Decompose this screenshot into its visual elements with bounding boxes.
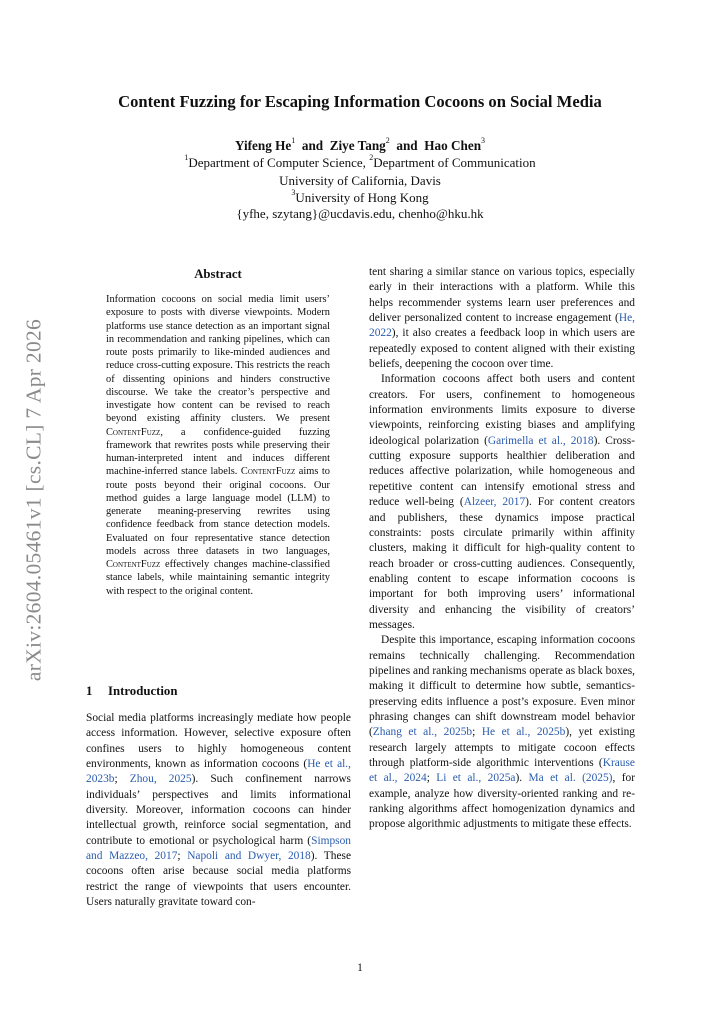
introduction-right-column bbox=[369, 265, 635, 833]
page-number: 1 bbox=[357, 962, 363, 974]
author-affiliation-mark: 2 bbox=[385, 136, 390, 145]
affiliation-line bbox=[0, 190, 720, 206]
citation-link[interactable]: He et al., 2025b bbox=[481, 726, 566, 739]
body-text: ). Cross-cutting exposure supports healthier deliberation and reduces affective polarization, while homogeneous and repetitive content can intensify emotional stress and reduce well-being ( bbox=[369, 434, 636, 509]
body-text: ). These cocoons often arise because social media platforms restrict the range of viewpoints that users encounter. Users naturally gravitate toward con- bbox=[86, 850, 352, 909]
citation-link[interactable]: Simpson and Mazzeo, 2017 bbox=[86, 834, 351, 863]
citation-link[interactable]: Napoli and Dwyer, 2018 bbox=[187, 850, 311, 863]
paper-title: Content Fuzzing for Escaping Information Cocoons on Social Media bbox=[118, 92, 602, 111]
section-heading bbox=[86, 684, 177, 699]
affiliation-mark: 1 bbox=[184, 153, 189, 162]
body-text: tent sharing a similar stance on various topics, especially early in their interactions with a platform. While this helps recommender systems learn user preferences and deliver personalized content to increase engagement ( bbox=[369, 266, 635, 325]
affiliation-line: University of California, Davis bbox=[279, 173, 441, 188]
affiliation-text: Department of Computer Science, bbox=[188, 155, 370, 170]
system-name: ContentFuzz bbox=[106, 426, 161, 438]
citation-link[interactable]: Krause et al., 2024 bbox=[369, 757, 635, 785]
citation-separator: ; bbox=[114, 773, 130, 786]
paragraph bbox=[369, 372, 635, 633]
body-text: Despite this importance, escaping information cocoons remains technically challenging. Recommendation pipelines and ranking mechanisms operate as black boxes, making it difficult to determine how subtle, semantics-preserving edits influence a post’s exposure. Even minor phrasing changes can shift downstream model behavior ( bbox=[369, 634, 635, 739]
body-text: , for example, analyze how diversity-oriented ranking and re-ranking algorithms affect homogenization dynamics and propose algorithmic adjustments to mitigate these effects. bbox=[369, 772, 635, 831]
citation-link[interactable]: Zhou, 2025 bbox=[129, 773, 192, 786]
citation-link[interactable]: He, 2022 bbox=[369, 312, 635, 340]
body-text: ), yet existing research largely attempts to mitigate cocoon effects through platform-side algorithmic interventions ( bbox=[369, 726, 636, 769]
citation-link[interactable]: He et al., 2023b bbox=[86, 758, 351, 786]
author-name: Ziye Tang bbox=[329, 138, 386, 153]
abstract-fragment: effectively changes machine-classified stance labels, while maintaining semantic integrity with respect to the original content. bbox=[106, 559, 330, 597]
affiliation-text: Department of Communication bbox=[373, 155, 536, 170]
system-name: ContentFuzz bbox=[106, 559, 161, 570]
abstract-fragment: aims to route posts beyond their original cocoons. Our method guides a large language model (LLM) to generate meaning-preserving rewrites using confidence feedback from stance detection models. Evaluated on four representative stance detection models across three datasets in two languages, bbox=[106, 466, 330, 557]
body-text: ), it also creates a feedback loop in which users are repeatedly exposed to content aligned with their existing beliefs, deepening the cocoon over time. bbox=[369, 327, 635, 371]
affiliation-line bbox=[0, 155, 720, 171]
affiliation-mark: 2 bbox=[369, 153, 374, 162]
author-list bbox=[0, 138, 720, 154]
arxiv-stamp-text: arXiv:2604.05461v1 [cs.CL] 7 Apr 2026 bbox=[21, 318, 46, 682]
paragraph bbox=[369, 265, 635, 372]
author-emails: {yfhe, szytang}@ucdavis.edu, chenho@hku.hk bbox=[236, 206, 484, 221]
author-joiner: and bbox=[396, 138, 418, 153]
affiliation-mark: 3 bbox=[291, 188, 296, 197]
body-text: ). Such confinement narrows individuals’ perspectives and limits informational diversity. Moreover, information cocoons can hinder intellectual growth, reinforce social segmentation, and contribute to emotional or psychological harm ( bbox=[86, 773, 351, 847]
citation-link[interactable]: Alzeer, 2017 bbox=[463, 496, 526, 509]
author-affiliation-mark: 3 bbox=[481, 136, 486, 145]
citation-link[interactable]: Garimella et al., 2018 bbox=[487, 434, 594, 447]
abstract-fragment: Information cocoons on social media limit users’ exposure to posts with diverse viewpoints. Modern platforms use stance detection as an important signal in recommendation and ranking pipelines, which can route posts primarily to like-minded audiences and reduce cross-cutting exposure. This restricts the reach of dissenting opinions and hinders constructive discourse. We take the creator’s perspective and investigate how content can be revised to reach beyond existing affinity clusters. We present bbox=[106, 294, 330, 425]
abstract-fragment: , a confidence-guided fuzzing framework that rewrites posts while preserving their human-interpreted intent and induces different machine-inferred stance labels. bbox=[106, 426, 330, 478]
introduction-left-column bbox=[86, 711, 351, 910]
body-text: Information cocoons affect both users and content creators. For users, confinement to homogeneous information environments limits exposure to diverse viewpoints, reinforcing existing biases and amplifying ideological polarization ( bbox=[369, 373, 635, 447]
body-text: Social media platforms increasingly mediate how people access information. However, selective exposure often confines users to highly homogeneous content environments, known as information cocoons ( bbox=[86, 712, 351, 771]
section-title: Introduction bbox=[108, 684, 178, 698]
system-name: ContentFuzz bbox=[240, 466, 296, 478]
citation-link[interactable]: Li et al., 2025a bbox=[436, 772, 516, 785]
citation-link[interactable]: Ma et al. (2025) bbox=[528, 772, 613, 785]
citation-separator: ; bbox=[177, 850, 188, 863]
affiliation-text: University of Hong Kong bbox=[295, 190, 429, 205]
author-name: Hao Chen bbox=[424, 138, 482, 153]
author-name: Yifeng He bbox=[234, 138, 292, 153]
section-number: 1 bbox=[86, 684, 93, 698]
abstract-text bbox=[106, 293, 330, 598]
citation-link[interactable]: Zhang et al., 2025b bbox=[372, 726, 473, 739]
citation-separator: ; bbox=[472, 726, 482, 739]
author-joiner: and bbox=[301, 138, 324, 153]
body-text: ). bbox=[515, 772, 529, 785]
body-text: ). For content creators and publishers, these dynamics impose practical constraints: posts circulate primarily within affinity clusters, making it difficult for high-quality content to reach broader or cross-cutting audiences. Consequently, enabling content to escape information cocoons is important for both improving users’ informational diversity and enhancing the visibility of creators’ messages. bbox=[369, 496, 635, 631]
abstract-heading: Abstract bbox=[194, 267, 242, 281]
author-affiliation-mark: 1 bbox=[291, 136, 296, 145]
paragraph bbox=[369, 633, 635, 832]
citation-separator: ; bbox=[426, 772, 437, 785]
